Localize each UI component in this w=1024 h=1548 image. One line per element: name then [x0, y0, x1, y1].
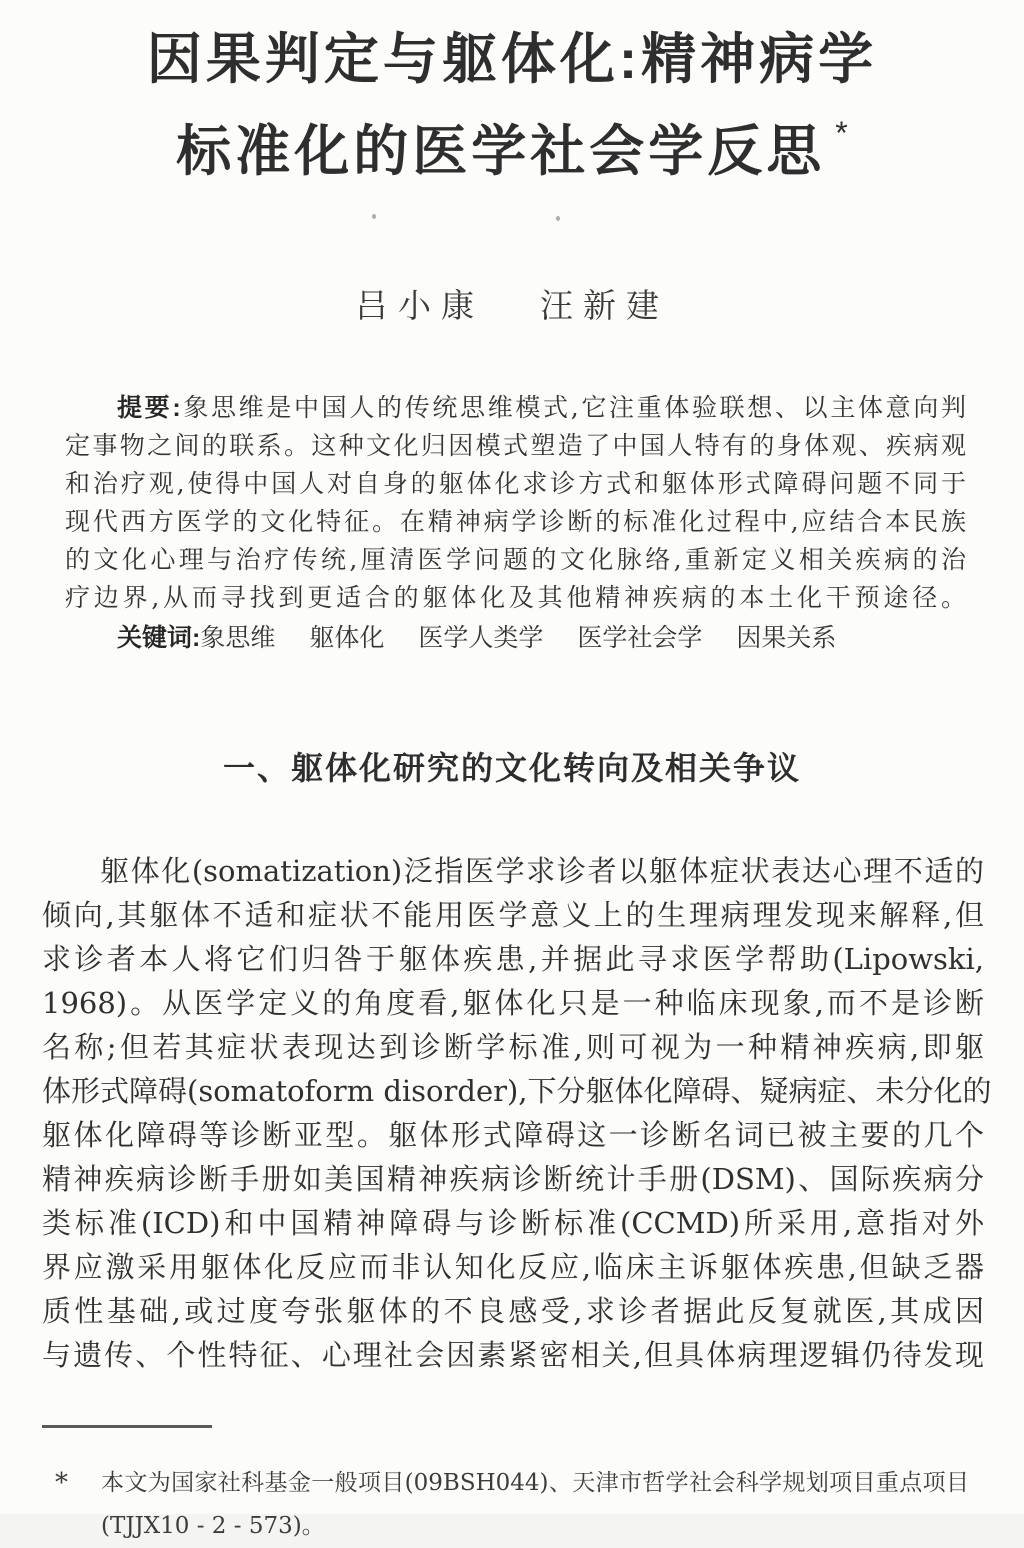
- abstract-line: 现代西方医学的文化特征。在精神病学诊断的标准化过程中,应结合本民族: [65, 507, 966, 536]
- section-heading: 一、躯体化研究的文化转向及相关争议: [222, 750, 801, 786]
- article-title: [0, 0, 1024, 188]
- body-line: 体形式障碍(somatoform disorder),下分躯体化障碍、疑病症、未分化的: [42, 1074, 992, 1108]
- author-name: 汪新建: [540, 286, 669, 325]
- article-title-line-2: [0, 96, 1024, 188]
- title-footnote-marker: *: [835, 115, 848, 151]
- body-line: 1968)。从医学定义的角度看,躯体化只是一种临床现象,而不是诊断: [42, 986, 984, 1020]
- body-line: 躯体化障碍等诊断亚型。躯体形式障碍这一诊断名词已被主要的几个: [42, 1118, 984, 1152]
- author-line: [0, 280, 1024, 327]
- footnote: [0, 1462, 1024, 1548]
- keywords-label: 关键词:: [117, 624, 201, 652]
- abstract-line: 的文化心理与治疗传统,厘清医学问题的文化脉络,重新定义相关疾病的治: [65, 545, 966, 574]
- body-line: 名称;但若其症状表现达到诊断学标准,则可视为一种精神疾病,即躯: [42, 1030, 984, 1064]
- keyword-item: 象思维: [200, 623, 276, 652]
- keyword-item: 躯体化: [309, 623, 385, 652]
- abstract-line: 定事物之间的联系。这种文化归因模式塑造了中国人特有的身体观、疾病观: [65, 431, 966, 460]
- body-line: 与遗传、个性特征、心理社会因素紧密相关,但具体病理逻辑仍待发现: [42, 1338, 984, 1372]
- body-line: 精神疾病诊断手册如美国精神疾病诊断统计手册(DSM)、国际疾病分: [42, 1162, 984, 1196]
- body-line: 倾向,其躯体不适和症状不能用医学意义上的生理病理发现来解释,但: [42, 898, 984, 932]
- body-paragraph: [0, 849, 1024, 1377]
- keyword-item: 医学人类学: [418, 623, 544, 652]
- footnote-line: 本文为国家社科基金一般项目(09BSH044)、天津市哲学社会科学规划项目重点项目: [101, 1470, 969, 1496]
- keyword-item: 医学社会学: [577, 623, 703, 652]
- body-line: 界应激采用躯体化反应而非认知化反应,临床主诉躯体疾患,但缺乏器: [42, 1250, 984, 1284]
- keyword-item: 因果关系: [736, 623, 837, 652]
- keywords-line: [65, 619, 966, 657]
- abstract-text: 象思维是中国人的传统思维模式,它注重体验联想、以主体意向判: [180, 393, 967, 422]
- body-line: 求诊者本人将它们归咎于躯体疾患,并据此寻求医学帮助(Lipowski,: [42, 942, 984, 976]
- abstract-line: [65, 389, 966, 427]
- author-name: 吕小康: [355, 286, 484, 325]
- footnote-text: [101, 1462, 969, 1548]
- footnote-line: (TJJX10 - 2 - 573)。: [101, 1513, 325, 1539]
- article-title-line-1: 因果判定与躯体化:精神病学: [146, 28, 878, 90]
- abstract-line: 疗边界,从而寻找到更适合的躯体化及其他精神疾病的本土化干预途径。: [65, 583, 966, 612]
- abstract-block: [0, 389, 1024, 657]
- footnote-marker: *: [55, 1468, 68, 1498]
- abstract-label: 提要:: [117, 394, 181, 422]
- body-line: 质性基础,或过度夸张躯体的不良感受,求诊者据此反复就医,其成因: [42, 1294, 984, 1328]
- scan-artifact-dot: [372, 214, 376, 219]
- body-line: 类标准(ICD)和中国精神障碍与诊断标准(CCMD)所采用,意指对外: [42, 1206, 984, 1240]
- article-title-line-2-text: 标准化的医学社会学反思: [176, 120, 826, 182]
- body-line: 躯体化(somatization)泛指医学求诊者以躯体症状表达心理不适的: [100, 854, 984, 888]
- abstract-line: 和治疗观,使得中国人对自身的躯体化求诊方式和躯体形式障碍问题不同于: [65, 469, 966, 498]
- footnote-divider: [42, 1425, 212, 1428]
- scan-artifact-dot: [556, 216, 560, 221]
